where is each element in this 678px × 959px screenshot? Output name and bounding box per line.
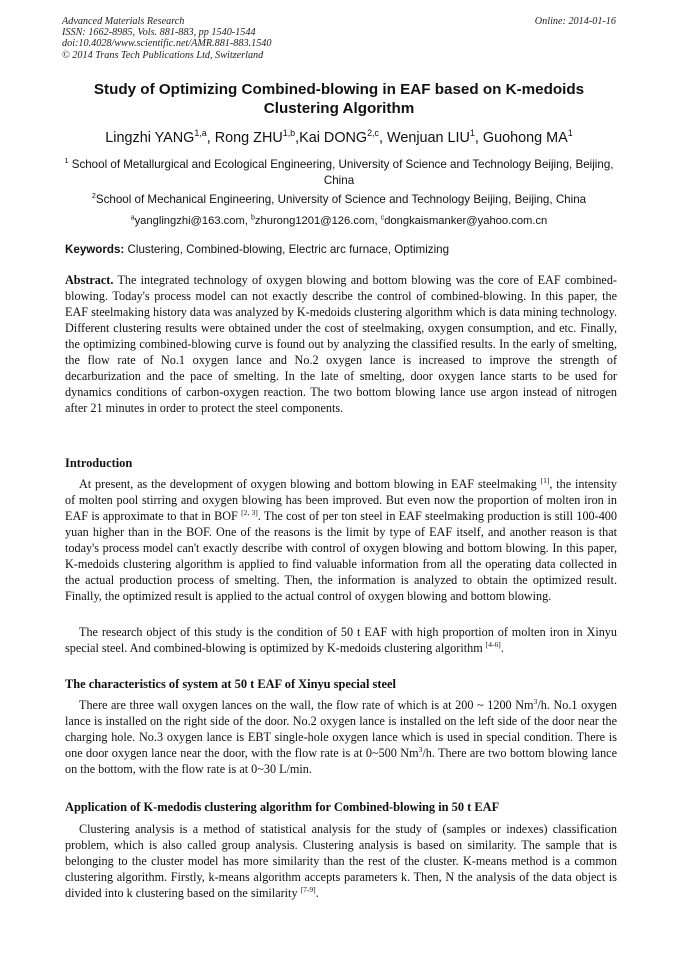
intro-paragraph-1 <box>65 476 617 604</box>
author-affil-sup: 1 <box>469 128 475 139</box>
online-date: Online: 2014-01-16 <box>534 16 616 27</box>
author-name: Rong ZHU <box>214 130 283 146</box>
abstract-label: Abstract. <box>65 273 114 287</box>
email-text: dongkaismanker@yahoo.com.cn <box>384 215 548 227</box>
keywords-label: Keywords: <box>65 243 125 256</box>
author-name: Lingzhi YANG <box>105 130 195 146</box>
citation: [1] <box>540 475 550 485</box>
abstract-text: The integrated technology of oxygen blowing and bottom blowing was the core of EAF combined-blowing. Today's process model can not exactly describe the control of combined-blowing. In this paper, the EAF steelmaking history data was analyzed by K-medoids clustering algorithm which is data mining technology. Different clustering results were obtained under the cost of steelmaking, oxygen consumption, and etc. Finally, the optimizing combined-blowing curve is found out by analyzing the classified results. In the early of smelting, the flow rate of No.1 oxygen lance and No.2 oxygen lance is increased to improve the strength of decarburization and the pace of smelting. In the late of smelting, door oxygen lance starts to be used for dynamics conditions of carbon-oxygen reaction. The two bottom blowing lance use argon instead of nitrogen after 21 minutes in order to protect the steel components. <box>65 273 617 415</box>
para-text: There are three wall oxygen lances on the wall, the flow rate of which is at 200 ~ 1200 Nm <box>79 698 534 712</box>
section-heading-introduction: Introduction <box>65 456 133 470</box>
para-text: . <box>500 641 504 655</box>
section-heading-system: The characteristics of system at 50 t EAF of Xinyu special steel <box>65 677 396 691</box>
para-text: , the intensity of molten pool stirring and oxygen blowing has been improved. But even now the proportion of molten iron in EAF is approximate to that in BOF <box>65 477 617 523</box>
journal-info <box>62 16 616 61</box>
affiliation-1 <box>62 157 616 189</box>
email-sup: a <box>130 214 135 222</box>
application-paragraph-1 <box>65 821 617 901</box>
para-text: . <box>315 886 319 900</box>
paper-title: Study of Optimizing Combined-blowing in EAF based on K-medoids Clustering Algorithm <box>93 81 585 117</box>
keywords-text: Clustering, Combined-blowing, Electric arc furnace, Optimizing <box>124 243 450 256</box>
issn-line: ISSN: 1662-8985, Vols. 881-883, pp 1540-1544 <box>62 27 256 39</box>
para-text: The research object of this study is the condition of 50 t EAF with high proportion of molten iron in Xinyu special steel. And combined-blowing is optimized by K-medoids clustering algorithm <box>65 625 617 655</box>
author-separator: , <box>474 130 483 146</box>
author-name: Wenjuan LIU <box>387 130 470 146</box>
email-sup: b <box>251 214 255 222</box>
copyright-line: © 2014 Trans Tech Publications Ltd, Switzerland <box>62 49 264 61</box>
para-text: Clustering analysis is a method of statistical analysis for the study of (samples or indexes) classification problem, which is also called group analysis. Clustering analysis is based on similarity. The sample that is belonging to the cluster model has more similarity than the rest of the cluster. K-means method is a common clustering algorithm. Firstly, k-means algorithm accepts parameters k. Then, N the analysis of the data object is divided into k clustering based on the similarity <box>65 822 617 900</box>
unit-superscript: 3 <box>533 696 538 706</box>
email-text: zhurong1201@126.com, <box>254 215 381 227</box>
citation: [7-9] <box>300 884 316 894</box>
email-list <box>62 215 616 227</box>
para-text: . The cost of per ton steel in EAF steelmaking production is still 100-400 yuan higher than in the BOF. One of the reasons is the limit by type of EAF itself, and another reason is that today's process model can't exactly describe with control of oxygen blowing and bottom blowing. In this paper, K-medoids clustering algorithm is applied to find valuable information from all the operating data collected in the actual production process of smelting. Then, the information is analyzed to obtain the optimized result. Finally, the optimized result is applied to the actual control of oxygen blowing and bottom blowing. <box>65 509 617 603</box>
journal-name: Advanced Materials Research <box>62 16 185 27</box>
affiliation-text: School of Mechanical Engineering, University of Science and Technology Beijing, Beijing, China <box>95 193 587 206</box>
section-heading-application: Application of K-medodis clustering algorithm for Combined-blowing in 50 t EAF <box>65 800 500 814</box>
citation: [2, 3] <box>241 507 258 517</box>
keywords-line <box>65 243 617 256</box>
author-affil-sup: 1,b <box>282 128 296 139</box>
affiliation-2 <box>62 192 616 208</box>
intro-paragraph-2 <box>65 624 617 656</box>
para-text: /h. There are two bottom blowing lance on the bottom, with the flow rate is at 0~30 L/min. <box>65 746 617 776</box>
email-sup: c <box>380 214 385 222</box>
email-text: yanglingzhi@163.com, <box>134 215 252 227</box>
para-text: At present, as the development of oxygen blowing and bottom blowing in EAF steelmaking <box>79 477 541 491</box>
running-header <box>62 16 616 61</box>
author-separator: , <box>206 130 215 146</box>
author-affil-sup: 1 <box>567 128 573 139</box>
affiliation-sup: 1 <box>64 156 69 166</box>
author-separator: , <box>379 130 387 146</box>
author-affil-sup: 1,a <box>194 128 207 139</box>
abstract <box>65 272 617 416</box>
author-list <box>40 130 638 146</box>
para-text: /h. No.1 oxygen lance is installed on the right side of the door. No.2 oxygen lance is installed on the left side of the door near the charging hole. No.3 oxygen lance is EBT single-hole oxygen lance which is used in special condition. There is one door oxygen lance near the door, with the flow rate is at 0~500 Nm <box>65 698 617 760</box>
author-separator: , <box>295 130 300 146</box>
citation: [4-6] <box>485 639 501 649</box>
author-name: Guohong MA <box>482 130 568 146</box>
system-paragraph-1 <box>65 697 617 777</box>
unit-superscript: 3 <box>418 744 423 754</box>
doi-line: doi:10.4028/www.scientific.net/AMR.881-883.1540 <box>62 38 272 50</box>
affiliation-sup: 2 <box>91 191 96 201</box>
author-name: Kai DONG <box>299 130 368 146</box>
author-affil-sup: 2,c <box>367 128 379 139</box>
affiliation-text: School of Metallurgical and Ecological Engineering, University of Science and Technology Beijing, Beijing, China <box>68 158 614 187</box>
